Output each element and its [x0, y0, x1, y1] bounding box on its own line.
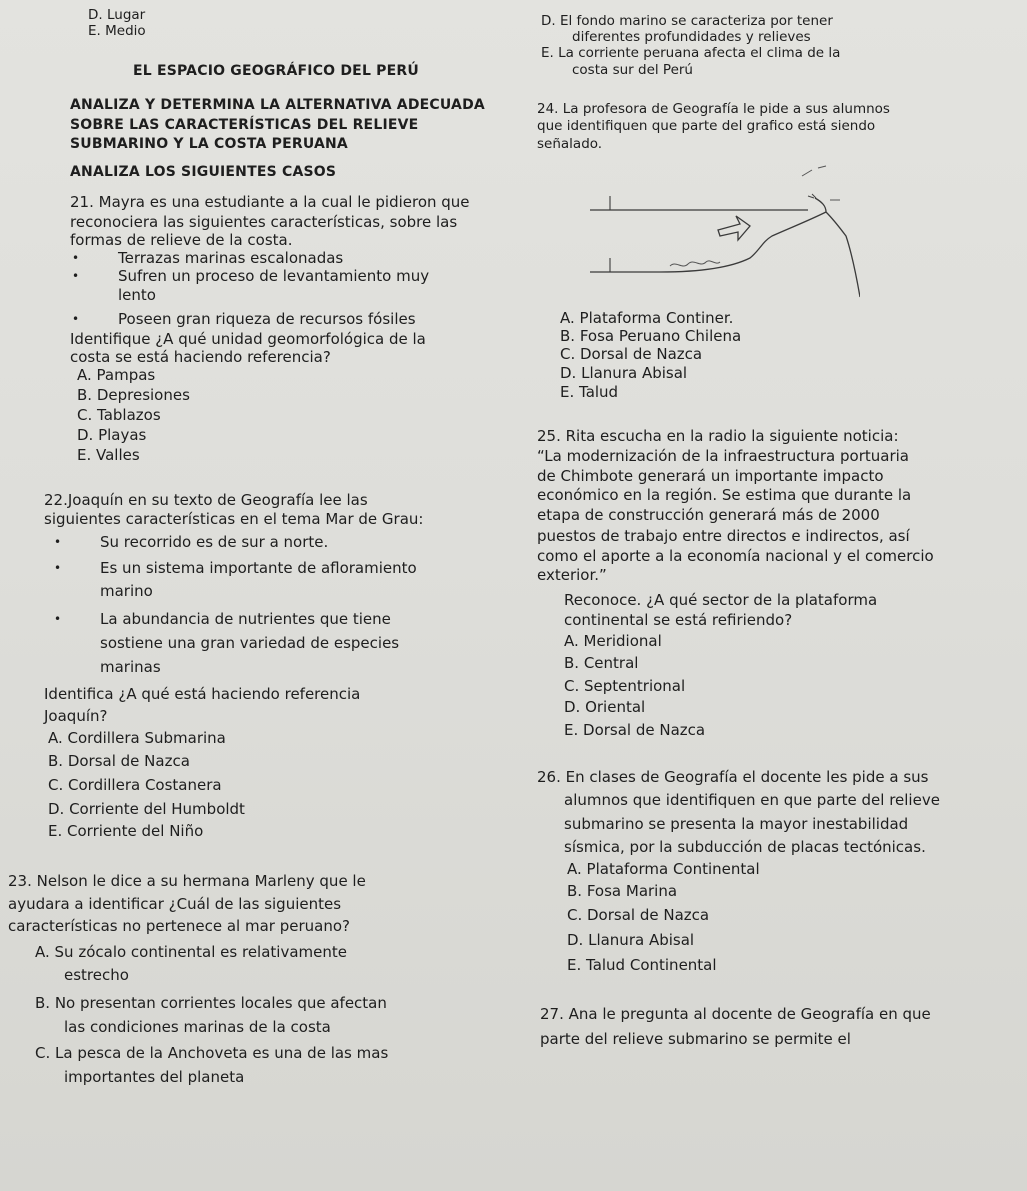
left-text-line: B. Dorsal de Nazca — [48, 752, 190, 770]
right-text-line: 24. La profesora de Geografía le pide a sus alumnos — [537, 101, 890, 117]
right-text-line: E. Talud — [560, 383, 619, 401]
left-text-line: marino — [100, 582, 153, 600]
left-text-line: 22.Joaquín en su texto de Geografía lee las — [44, 491, 368, 509]
left-text-line: • Su recorrido es de sur a norte. — [100, 533, 328, 551]
left-text-line: 21. Mayra es una estudiante a la cual le pidieron que — [70, 193, 470, 211]
left-text-line: D. Lugar — [88, 7, 146, 23]
right-text-line: submarino se presenta la mayor inestabilidad — [564, 815, 909, 833]
left-text-line: importantes del planeta — [64, 1068, 245, 1086]
right-text-line: D. Llanura Abisal — [567, 931, 695, 949]
right-text-line: D. Oriental — [564, 698, 646, 716]
left-text-line: C. Tablazos — [77, 406, 161, 424]
left-text-line: A. Su zócalo continental es relativamente — [35, 943, 347, 961]
left-text-line: C. Cordillera Costanera — [48, 776, 222, 794]
right-text-line: económico en la región. Se estima que durante la — [537, 486, 912, 504]
right-text-line: Reconoce. ¿A qué sector de la plataforma — [564, 591, 878, 609]
right-text-line: C. Septentrional — [564, 677, 686, 695]
left-text-line: • Es un sistema importante de afloramiento — [100, 559, 417, 577]
left-text-line: reconociera las siguientes características, sobre las — [70, 213, 458, 231]
right-text-line: costa sur del Perú — [572, 62, 693, 78]
right-text-line: “La modernización de la infraestructura portuaria — [537, 447, 909, 465]
right-text-line: E. Dorsal de Nazca — [564, 721, 706, 739]
right-text-line: D. Llanura Abisal — [560, 364, 688, 382]
right-text-line: parte del relieve submarino se permite el — [540, 1030, 851, 1048]
left-text-line: 23. Nelson le dice a su hermana Marleny que le — [8, 872, 366, 890]
right-text-line: B. Fosa Marina — [567, 882, 678, 900]
seabed-profile-diagram — [590, 162, 860, 307]
left-text-line: E. Valles — [77, 446, 140, 464]
left-text-line: D. Corriente del Humboldt — [48, 800, 245, 818]
right-text-line: sísmica, por la subducción de placas tectónicas. — [564, 838, 926, 856]
left-text-line: • Poseen gran riqueza de recursos fósiles — [118, 310, 416, 328]
left-text-line: • La abundancia de nutrientes que tiene — [100, 610, 391, 628]
left-text-line: SUBMARINO Y LA COSTA PERUANA — [70, 136, 348, 152]
right-text-line: C. Dorsal de Nazca — [560, 345, 703, 363]
right-text-line: alumnos que identifiquen en que parte del relieve — [564, 791, 940, 809]
right-text-line: A. Meridional — [564, 632, 662, 650]
left-text-line: SOBRE LAS CARACTERÍSTICAS DEL RELIEVE — [70, 117, 419, 133]
left-text-line: marinas — [100, 658, 161, 676]
right-text-line: etapa de construcción generará más de 2000 — [537, 506, 880, 524]
left-text-line: siguientes características en el tema Mar de Grau: — [44, 510, 424, 528]
right-text-line: B. Central — [564, 654, 639, 672]
left-text-line: EL ESPACIO GEOGRÁFICO DEL PERÚ — [133, 63, 419, 79]
left-text-line: E. Corriente del Niño — [48, 822, 204, 840]
right-text-line: puestos de trabajo entre directos e indirectos, así — [537, 527, 910, 545]
left-text-line: Identifique ¿A qué unidad geomorfológica de la — [70, 330, 426, 348]
right-text-line: exterior.” — [537, 566, 607, 584]
left-text-line: formas de relieve de la costa. — [70, 231, 293, 249]
right-text-line: 26. En clases de Geografía el docente les pide a sus — [537, 768, 929, 786]
right-text-line: 25. Rita escucha en la radio la siguiente noticia: — [537, 427, 899, 445]
right-text-line: de Chimbote generará un importante impacto — [537, 467, 884, 485]
right-text-line: A. Plataforma Continental — [567, 860, 760, 878]
right-text-line: diferentes profundidades y relieves — [572, 29, 811, 45]
right-text-line: D. El fondo marino se caracteriza por tener — [541, 13, 833, 29]
right-text-line: señalado. — [537, 136, 603, 152]
left-text-line: E. Medio — [88, 23, 146, 39]
left-text-line: Identifica ¿A qué está haciendo referencia — [44, 685, 361, 703]
left-text-line: características no pertenece al mar peruano? — [8, 917, 350, 935]
right-text-line: C. Dorsal de Nazca — [567, 906, 710, 924]
left-text-line: • Terrazas marinas escalonadas — [118, 249, 343, 267]
left-text-line: Joaquín? — [44, 707, 108, 725]
right-text-line: continental se está refiriendo? — [564, 611, 793, 629]
left-text-line: D. Playas — [77, 426, 147, 444]
right-text-line: que identifiquen que parte del grafico está siendo — [537, 118, 876, 134]
left-text-line: lento — [118, 286, 156, 304]
left-text-line: A. Pampas — [77, 366, 156, 384]
left-text-line: B. Depresiones — [77, 386, 190, 404]
right-text-line: B. Fosa Peruano Chilena — [560, 327, 742, 345]
right-text-line: 27. Ana le pregunta al docente de Geografía en que — [540, 1005, 931, 1023]
right-text-line: E. Talud Continental — [567, 956, 717, 974]
left-text-line: ayudara a identificar ¿Cuál de las siguientes — [8, 895, 342, 913]
left-text-line: A. Cordillera Submarina — [48, 729, 226, 747]
left-text-line: costa se está haciendo referencia? — [70, 348, 331, 366]
right-text-line: E. La corriente peruana afecta el clima de la — [541, 45, 841, 61]
left-text-line: • Sufren un proceso de levantamiento muy — [118, 267, 429, 285]
left-text-line: sostiene una gran variedad de especies — [100, 634, 400, 652]
left-text-line: estrecho — [64, 966, 129, 984]
right-text-line: como el aporte a la economía nacional y el comercio — [537, 547, 934, 565]
left-text-line: ANALIZA Y DETERMINA LA ALTERNATIVA ADECUADA — [70, 97, 485, 113]
left-text-line: C. La pesca de la Anchoveta es una de las mas — [35, 1044, 389, 1062]
left-text-line: ANALIZA LOS SIGUIENTES CASOS — [70, 164, 337, 180]
left-text-line: las condiciones marinas de la costa — [64, 1018, 331, 1036]
left-text-line: B. No presentan corrientes locales que afectan — [35, 994, 387, 1012]
right-text-line: A. Plataforma Continer. — [560, 309, 734, 327]
